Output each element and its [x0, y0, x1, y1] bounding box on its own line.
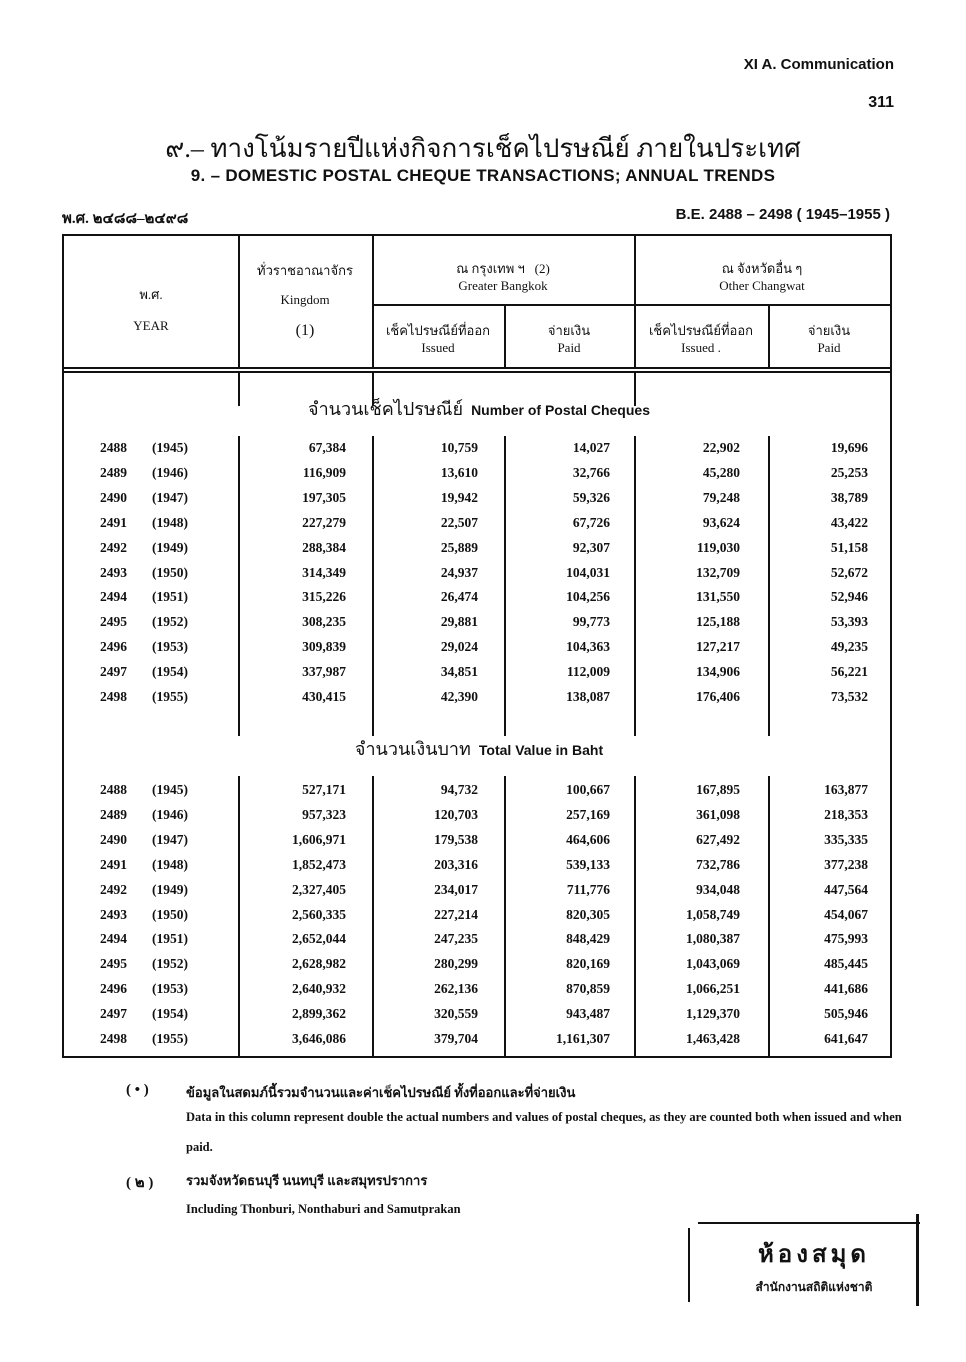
- footnote-1-english: Data in this column represent double the actual numbers and values of postal cheques, as they are counted both when issued and when paid.: [186, 1110, 902, 1154]
- table-row: [64, 956, 894, 981]
- cell-bkk-paid: 711,776: [566, 881, 610, 897]
- cell-kingdom: 2,640,932: [292, 981, 346, 997]
- cell-kingdom: 1,852,473: [292, 856, 346, 872]
- cell-oth-paid: 53,393: [830, 614, 868, 630]
- cell-ad: (1946): [152, 806, 188, 822]
- cell-oth-issued: 134,906: [696, 664, 740, 680]
- year-header-thai: พ.ศ.: [139, 287, 163, 302]
- cell-bkk-paid: 820,305: [566, 906, 610, 922]
- cell-bkk-issued: 203,316: [434, 856, 478, 872]
- cell-oth-issued: 125,188: [696, 614, 740, 630]
- period-thai: พ.ศ. ๒๔๘๘–๒๔๙๘: [62, 211, 189, 227]
- year-header: [64, 286, 238, 334]
- cell-oth-issued: 1,066,251: [686, 981, 740, 997]
- table-row: [64, 664, 894, 689]
- cell-bkk-issued: 42,390: [440, 689, 478, 704]
- cell-be: 2494: [100, 589, 127, 605]
- cell-be: 2497: [100, 1006, 127, 1022]
- cell-kingdom: 67,384: [308, 440, 346, 455]
- cell-bkk-issued: 10,759: [440, 440, 478, 455]
- cell-bkk-issued: 26,474: [440, 589, 478, 605]
- table-row: [64, 614, 894, 639]
- table-row: [64, 782, 894, 807]
- cell-oth-issued: 131,550: [696, 589, 740, 605]
- cell-bkk-paid: 104,363: [566, 639, 610, 655]
- cell-bkk-paid: 92,307: [572, 539, 610, 555]
- section-title-count-thai: จำนวนเช็คไปรษณีย์: [308, 399, 464, 419]
- cell-oth-issued: 361,098: [696, 806, 740, 822]
- cell-oth-issued: 119,030: [696, 539, 740, 555]
- cell-kingdom: 2,899,362: [292, 1006, 346, 1022]
- cell-oth-paid: 454,067: [824, 906, 868, 922]
- cell-oth-paid: 52,946: [830, 589, 868, 605]
- cell-ad: (1946): [152, 464, 188, 480]
- cell-oth-paid: 441,686: [824, 981, 868, 997]
- cell-bkk-paid: 870,859: [566, 981, 610, 997]
- cell-be: 2493: [100, 906, 127, 922]
- cell-bkk-issued: 179,538: [434, 831, 478, 847]
- cell-bkk-paid: 67,726: [572, 514, 610, 530]
- year-header-english: YEAR: [133, 318, 169, 333]
- cell-ad: (1945): [152, 440, 188, 455]
- cell-bkk-paid: 99,773: [572, 614, 610, 630]
- cell-bkk-paid: 100,667: [566, 782, 610, 797]
- cell-ad: (1952): [152, 614, 188, 630]
- cell-bkk-paid: 138,087: [566, 689, 610, 704]
- table-row: [64, 1031, 894, 1056]
- cell-ad: (1953): [152, 981, 188, 997]
- cell-be: 2490: [100, 489, 127, 505]
- footnote-2-english: Including Thonburi, Nonthaburi and Samutprakan: [186, 1202, 461, 1216]
- kingdom-footnote-ref: (1): [295, 322, 315, 339]
- footnote-2-mark: ( ๒ ): [126, 1175, 154, 1191]
- cell-kingdom: 2,327,405: [292, 881, 346, 897]
- cell-ad: (1955): [152, 689, 188, 704]
- cell-bkk-paid: 848,429: [566, 931, 610, 947]
- bangkok-issued-header: เช็คไปรษณีย์ที่ออก Issued: [385, 323, 491, 355]
- cell-oth-paid: 56,221: [830, 664, 868, 680]
- cell-kingdom: 527,171: [302, 782, 346, 797]
- cell-bkk-paid: 32,766: [572, 464, 610, 480]
- cell-be: 2492: [100, 881, 127, 897]
- cell-be: 2489: [100, 464, 127, 480]
- cell-ad: (1950): [152, 564, 188, 580]
- cell-ad: (1945): [152, 782, 188, 797]
- table-row: [64, 931, 894, 956]
- cell-oth-paid: 19,696: [830, 440, 868, 455]
- cell-bkk-issued: 34,851: [440, 664, 478, 680]
- cell-oth-paid: 51,158: [830, 539, 868, 555]
- cell-bkk-issued: 24,937: [440, 564, 478, 580]
- table-row: [64, 907, 894, 932]
- cell-oth-paid: 485,445: [824, 956, 868, 972]
- cell-ad: (1954): [152, 664, 188, 680]
- cell-kingdom: 314,349: [302, 564, 346, 580]
- table-row: [64, 639, 894, 664]
- cell-kingdom: 2,560,335: [292, 906, 346, 922]
- cell-ad: (1951): [152, 931, 188, 947]
- cell-kingdom: 337,987: [302, 664, 346, 680]
- kingdom-header: [238, 262, 372, 339]
- footnote-2-thai: รวมจังหวัดธนบุรี นนทบุรี และสมุทรปราการ: [186, 1173, 428, 1188]
- footnote-1-thai: ข้อมูลในสดมภ์นี้รวมจำนวนและค่าเช็คไปรษณีย์ ทั้งที่ออกและที่จ่ายเงิน: [186, 1085, 576, 1100]
- table-row: [64, 882, 894, 907]
- cell-oth-paid: 38,789: [830, 489, 868, 505]
- cell-be: 2488: [100, 782, 127, 797]
- cell-bkk-paid: 257,169: [566, 806, 610, 822]
- cell-ad: (1949): [152, 881, 188, 897]
- cell-be: 2491: [100, 514, 127, 530]
- bangkok-header: [372, 260, 634, 294]
- cell-be: 2492: [100, 539, 127, 555]
- cell-ad: (1955): [152, 1031, 188, 1046]
- table-row: [64, 589, 894, 614]
- library-stamp: [688, 1212, 920, 1308]
- cell-kingdom: 309,839: [302, 639, 346, 655]
- cell-be: 2495: [100, 614, 127, 630]
- table-row: [64, 832, 894, 857]
- footnote-1-mark: ( • ): [126, 1082, 149, 1098]
- cell-oth-issued: 627,492: [696, 831, 740, 847]
- cell-bkk-paid: 59,326: [572, 489, 610, 505]
- cell-be: 2489: [100, 806, 127, 822]
- cell-bkk-issued: 29,881: [440, 614, 478, 630]
- cell-bkk-issued: 280,299: [434, 956, 478, 972]
- table-row: [64, 465, 894, 490]
- page-title-thai: ๙.– ทางโน้มรายปีแห่งกิจการเช็คไปรษณีย์ ภายในประเทศ: [165, 134, 801, 163]
- cell-ad: (1953): [152, 639, 188, 655]
- cell-bkk-paid: 14,027: [572, 440, 610, 455]
- cell-oth-issued: 79,248: [702, 489, 740, 505]
- table-row: [64, 1006, 894, 1031]
- cell-bkk-issued: 13,610: [440, 464, 478, 480]
- cell-bkk-paid: 820,169: [566, 956, 610, 972]
- cell-be: 2490: [100, 831, 127, 847]
- cell-be: 2496: [100, 639, 127, 655]
- cell-kingdom: 430,415: [302, 689, 346, 704]
- cell-oth-issued: 167,895: [696, 782, 740, 797]
- cell-bkk-paid: 943,487: [566, 1006, 610, 1022]
- cell-oth-issued: 132,709: [696, 564, 740, 580]
- table-row: [64, 981, 894, 1006]
- bangkok-header-english: Greater Bangkok: [458, 278, 548, 293]
- cell-be: 2493: [100, 564, 127, 580]
- cell-be: 2497: [100, 664, 127, 680]
- cell-be: 2488: [100, 440, 127, 455]
- cell-bkk-paid: 104,031: [566, 564, 610, 580]
- cell-kingdom: 3,646,086: [292, 1031, 346, 1046]
- kingdom-header-english: Kingdom: [280, 292, 330, 307]
- cell-bkk-issued: 22,507: [440, 514, 478, 530]
- cell-kingdom: 1,606,971: [292, 831, 346, 847]
- cell-oth-issued: 1,043,069: [686, 956, 740, 972]
- cell-bkk-paid: 104,256: [566, 589, 610, 605]
- cell-kingdom: 315,226: [302, 589, 346, 605]
- cell-oth-issued: 1,129,370: [686, 1006, 740, 1022]
- cell-oth-paid: 447,564: [824, 881, 868, 897]
- cell-oth-paid: 25,253: [830, 464, 868, 480]
- cell-oth-issued: 22,902: [702, 440, 740, 455]
- cell-kingdom: 116,909: [302, 464, 346, 480]
- bangkok-paid-header: จ่ายเงิน Paid: [547, 323, 591, 355]
- cell-kingdom: 197,305: [302, 489, 346, 505]
- cell-oth-issued: 127,217: [696, 639, 740, 655]
- table-row: [64, 440, 894, 465]
- cell-oth-paid: 52,672: [830, 564, 868, 580]
- cell-bkk-issued: 94,732: [440, 782, 478, 797]
- cell-be: 2495: [100, 956, 127, 972]
- page-title-english: 9. – DOMESTIC POSTAL CHEQUE TRANSACTIONS; ANNUAL TRENDS: [190, 166, 776, 185]
- cell-bkk-issued: 379,704: [434, 1031, 478, 1046]
- other-paid-header: จ่ายเงิน Paid: [807, 323, 851, 355]
- cell-oth-issued: 93,624: [702, 514, 740, 530]
- cell-ad: (1954): [152, 1006, 188, 1022]
- cell-oth-paid: 505,946: [824, 1006, 868, 1022]
- cell-be: 2491: [100, 856, 127, 872]
- section-title-value-english: Total Value in Baht: [478, 742, 604, 758]
- cell-be: 2496: [100, 981, 127, 997]
- section-title-count: [64, 394, 894, 423]
- cell-oth-paid: 163,877: [824, 782, 868, 797]
- cell-ad: (1947): [152, 831, 188, 847]
- stamp-subtitle: สำนักงานสถิติแห่งชาติ: [755, 1280, 873, 1294]
- cell-bkk-issued: 234,017: [434, 881, 478, 897]
- cell-oth-issued: 176,406: [696, 689, 740, 704]
- section-header: XI A. Communication: [743, 56, 894, 73]
- table-row: [64, 807, 894, 832]
- cell-bkk-paid: 1,161,307: [556, 1031, 610, 1046]
- cell-bkk-issued: 227,214: [434, 906, 478, 922]
- cell-oth-paid: 73,532: [830, 689, 868, 704]
- bangkok-footnote-ref: (2): [534, 261, 550, 276]
- cell-oth-issued: 934,048: [696, 881, 740, 897]
- cell-bkk-issued: 247,235: [434, 931, 478, 947]
- cell-ad: (1951): [152, 589, 188, 605]
- cell-oth-issued: 1,058,749: [686, 906, 740, 922]
- other-header-thai: ณ จังหวัดอื่น ๆ: [721, 261, 803, 276]
- cell-kingdom: 288,384: [302, 539, 346, 555]
- cell-bkk-paid: 539,133: [566, 856, 610, 872]
- table-row: [64, 515, 894, 540]
- cell-ad: (1948): [152, 856, 188, 872]
- cell-kingdom: 308,235: [302, 614, 346, 630]
- table-row: [64, 565, 894, 590]
- section-title-value-thai: จำนวนเงินบาท: [354, 739, 471, 759]
- cell-kingdom: 2,652,044: [292, 931, 346, 947]
- section-title-value: [64, 734, 894, 763]
- cell-bkk-issued: 29,024: [440, 639, 478, 655]
- cell-oth-paid: 475,993: [824, 931, 868, 947]
- bangkok-header-thai: ณ กรุงเทพ ฯ: [456, 261, 525, 276]
- cell-ad: (1952): [152, 956, 188, 972]
- stamp-title: ห้องสมุด: [757, 1242, 870, 1268]
- cell-oth-paid: 43,422: [830, 514, 868, 530]
- cell-oth-issued: 1,463,428: [686, 1031, 740, 1046]
- cell-ad: (1950): [152, 906, 188, 922]
- cell-kingdom: 957,323: [302, 806, 346, 822]
- cell-oth-paid: 377,238: [824, 856, 868, 872]
- cell-oth-paid: 335,335: [824, 831, 868, 847]
- table-row: [64, 689, 894, 714]
- other-header-english: Other Changwat: [719, 278, 805, 293]
- cell-oth-issued: 45,280: [702, 464, 740, 480]
- kingdom-header-thai: ทั่วราชอาณาจักร: [257, 263, 353, 278]
- cell-be: 2498: [100, 689, 127, 704]
- section-title-count-english: Number of Postal Cheques: [471, 402, 650, 418]
- cell-oth-issued: 1,080,387: [686, 931, 740, 947]
- cell-be: 2498: [100, 1031, 127, 1046]
- page-number: 311: [868, 94, 894, 111]
- cell-ad: (1949): [152, 539, 188, 555]
- cell-be: 2494: [100, 931, 127, 947]
- cell-bkk-paid: 112,009: [566, 664, 610, 680]
- period-english: B.E. 2488 – 2498 ( 1945–1955 ): [675, 206, 890, 223]
- cell-oth-issued: 732,786: [696, 856, 740, 872]
- other-header: [634, 260, 890, 294]
- cell-oth-paid: 218,353: [824, 806, 868, 822]
- cell-kingdom: 2,628,982: [292, 956, 346, 972]
- table-row: [64, 490, 894, 515]
- table-row: [64, 857, 894, 882]
- cell-bkk-issued: 120,703: [434, 806, 478, 822]
- other-issued-header: เช็คไปรษณีย์ที่ออก Issued .: [648, 323, 754, 355]
- cell-oth-paid: 49,235: [830, 639, 868, 655]
- cell-bkk-issued: 25,889: [440, 539, 478, 555]
- cell-bkk-issued: 19,942: [440, 489, 478, 505]
- table-row: [64, 540, 894, 565]
- cell-ad: (1948): [152, 514, 188, 530]
- cheque-table: [62, 234, 892, 1058]
- cell-bkk-issued: 320,559: [434, 1006, 478, 1022]
- cell-ad: (1947): [152, 489, 188, 505]
- cell-kingdom: 227,279: [302, 514, 346, 530]
- cell-oth-paid: 641,647: [824, 1031, 868, 1046]
- cell-bkk-paid: 464,606: [566, 831, 610, 847]
- cell-bkk-issued: 262,136: [434, 981, 478, 997]
